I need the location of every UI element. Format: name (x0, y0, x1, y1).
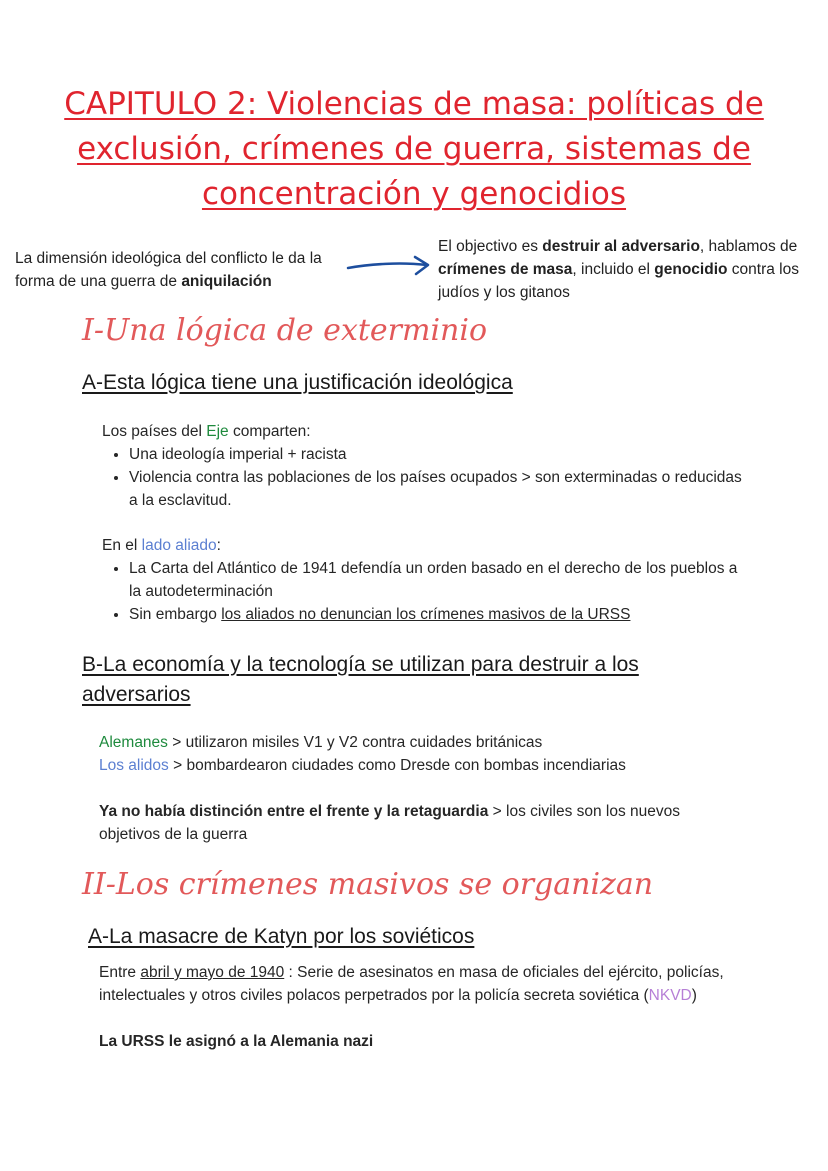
civilians-paragraph: Ya no había distinción entre el frente y la retaguardia > los civiles son los nuevos objetivos de la guerra (99, 803, 681, 843)
list-item: • Violencia contra las poblaciones de los países ocupados > son exterminadas o reducidas a la esclavitud. (129, 466, 742, 512)
eje-list (102, 443, 742, 512)
eje-intro: Los países del Eje comparten: (102, 423, 311, 440)
subheading-2a: A-La masacre de Katyn por los soviéticos (88, 925, 475, 948)
intro-left-note: La dimensión ideológica del conflicto le da la forma de una guerra de aniquilación (15, 250, 322, 290)
katyn-paragraph: Entre abril y mayo de 1940 : Serie de asesinatos en masa de oficiales del ejército, policías, intelectuales y otros civiles polacos perpetrados por la policía secreta soviética (NKVD) (99, 964, 724, 1004)
katyn-bold-line: La URSS le asignó a la Alemania nazi (99, 1033, 374, 1050)
section-1a-body (102, 420, 742, 512)
alidos-line: Los alidos > bombardearon ciudades como Dresde con bombas incendiarias (99, 757, 626, 774)
section-heading-1: I-Una lógica de exterminio (82, 313, 488, 348)
aliado-list (102, 557, 742, 626)
subheading-1b: B-La economía y la tecnología se utilizan para destruir a los adversarios (82, 653, 639, 706)
list-item: • La Carta del Atlántico de 1941 defendía un orden basado en el derecho de los pueblos a la autodeterminación (129, 557, 742, 603)
alemanes-line: Alemanes > utilizaron misiles V1 y V2 contra cuidades británicas (99, 734, 543, 751)
arrow-right-icon (345, 252, 433, 278)
section-1a-allied (102, 534, 742, 626)
section-heading-2: II-Los crímenes masivos se organizan (82, 867, 654, 902)
list-item: • Sin embargo los aliados no denuncian los crímenes masivos de la URSS (129, 603, 742, 626)
aliado-intro: En el lado aliado: (102, 537, 221, 554)
list-item: • Una ideología imperial + racista (129, 443, 742, 466)
intro-right-note: El objectivo es destruir al adversario, hablamos de crímenes de masa, incluido el genocidio contra los judíos y los gitanos (438, 238, 799, 301)
subheading-1a: A-Esta lógica tiene una justificación ideológica (82, 371, 513, 394)
page-title: CAPITULO 2: Violencias de masa: políticas de exclusión, crímenes de guerra, sistemas de concentración y genocidios (64, 86, 764, 212)
section-1b-body (99, 731, 759, 777)
